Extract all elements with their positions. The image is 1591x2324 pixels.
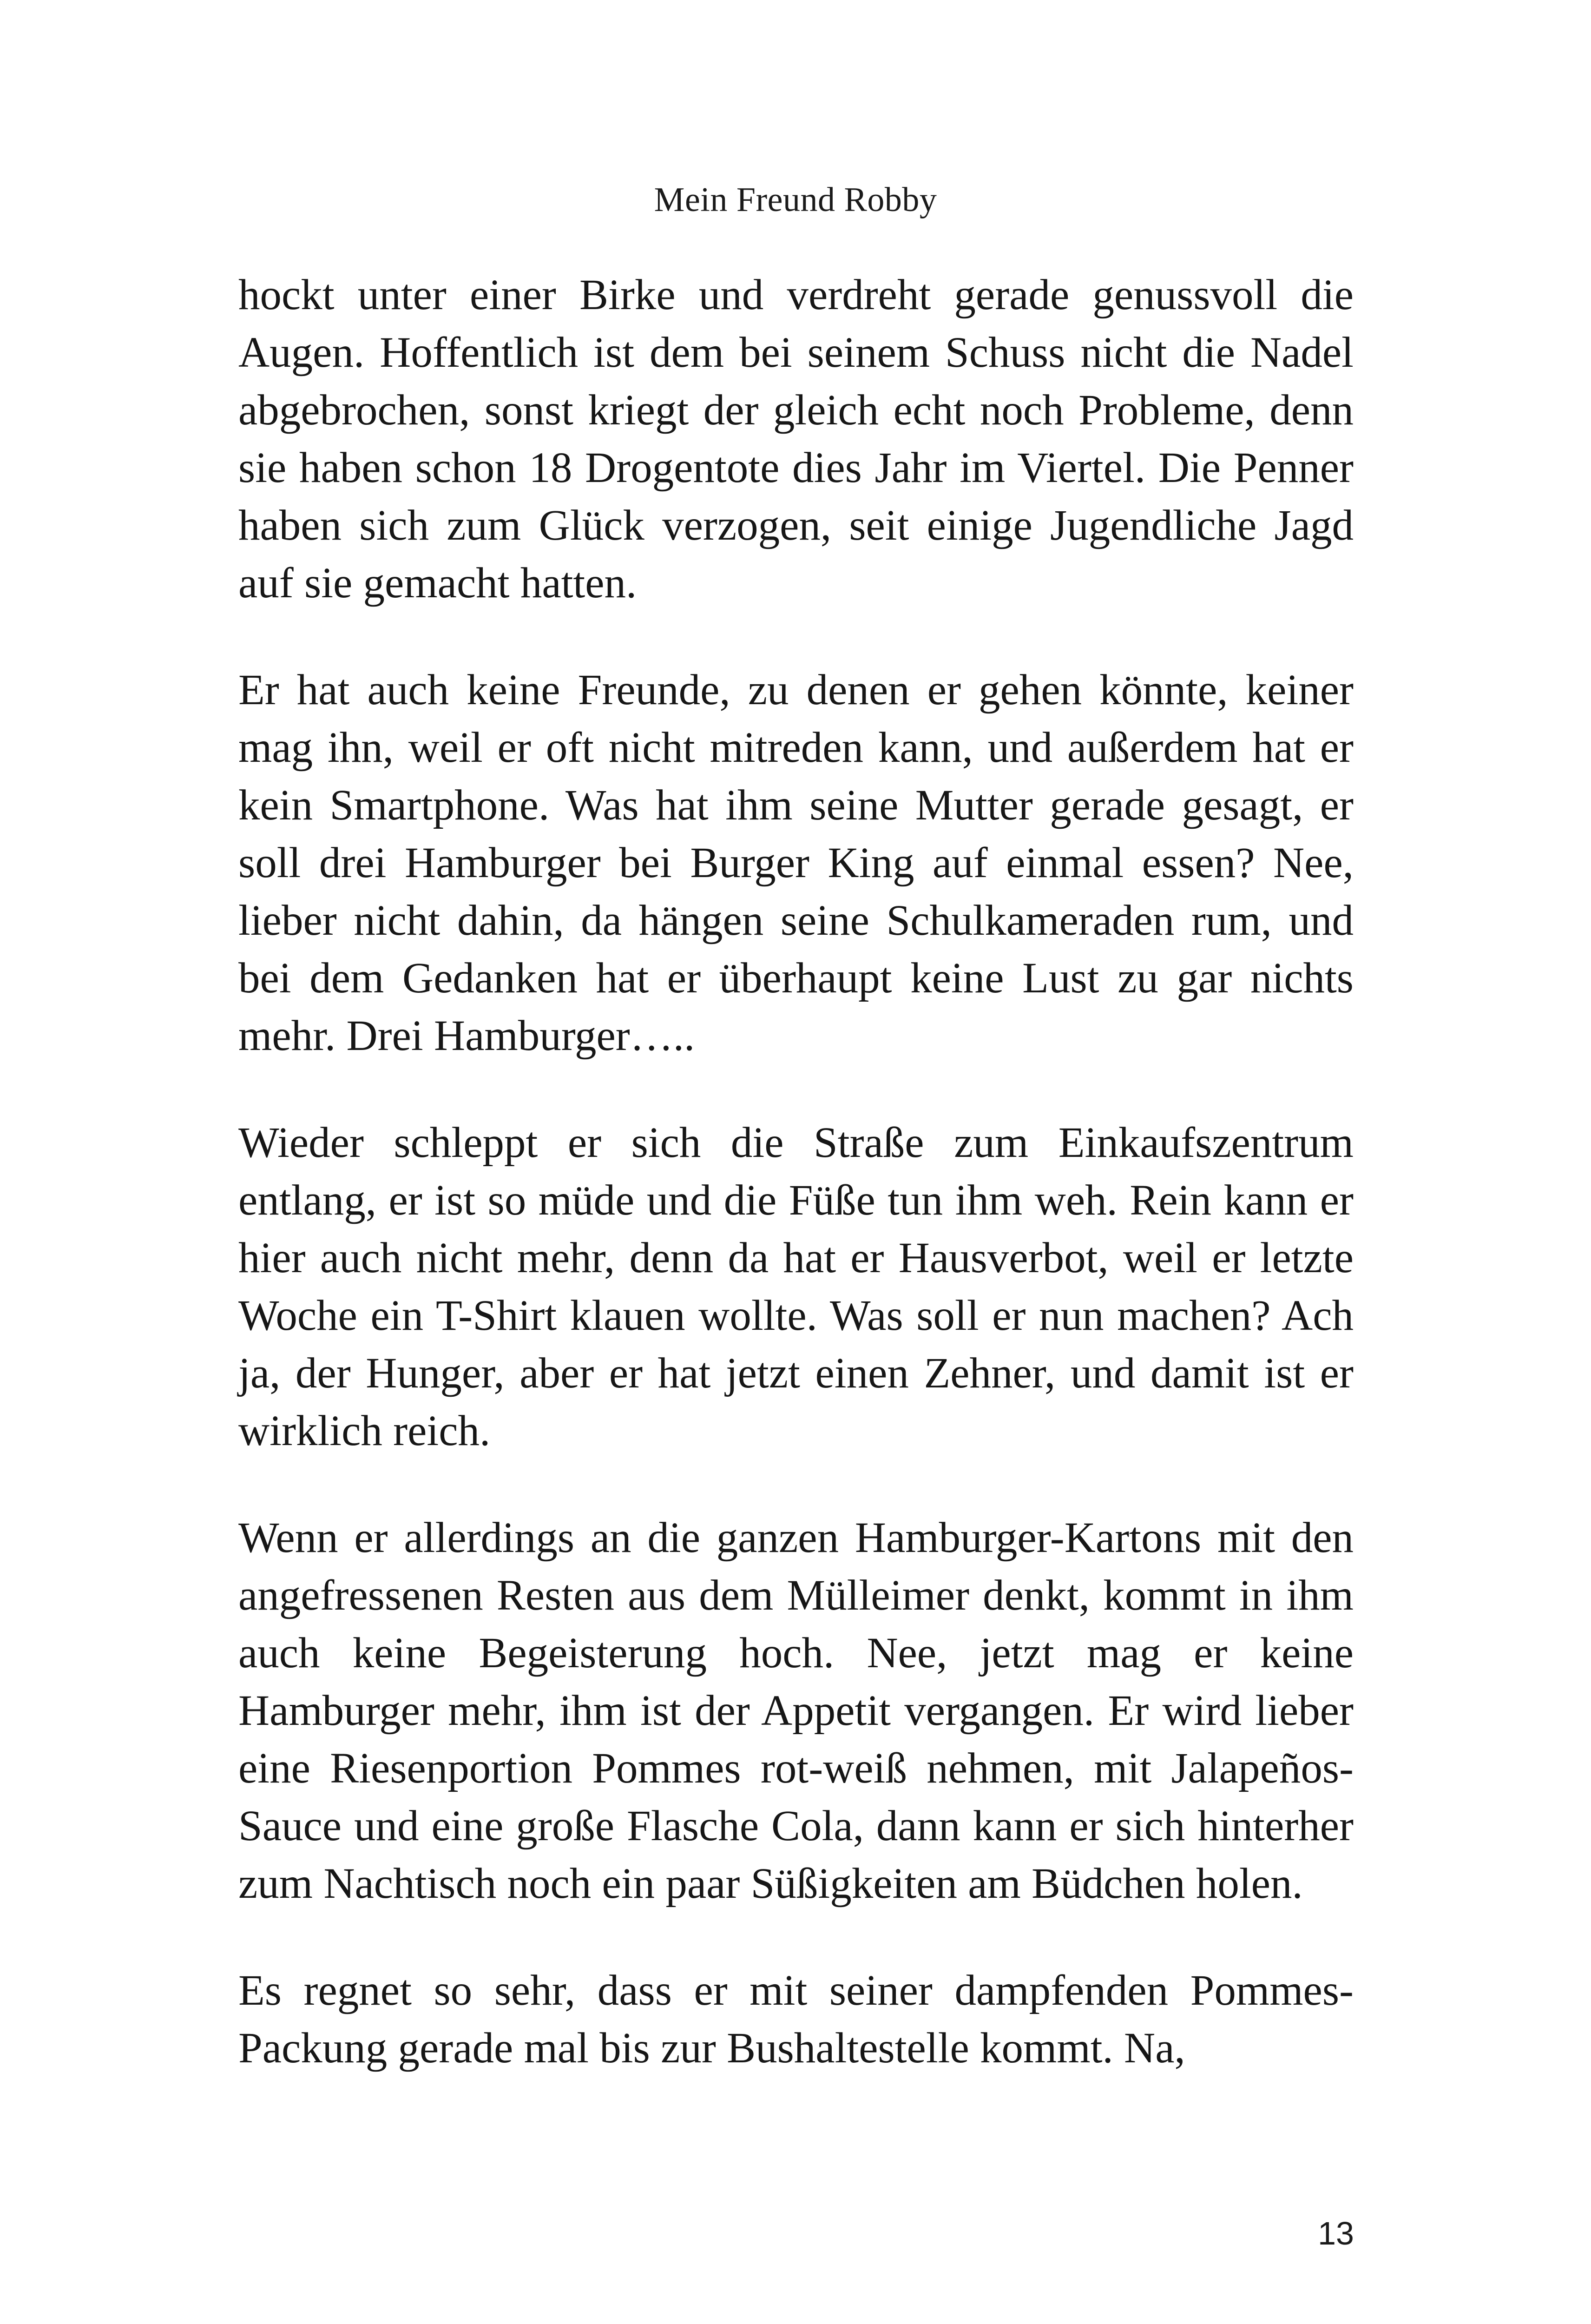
paragraph-4: Wenn er allerdings an die ganzen Hamburger-Kartons mit den angefressenen Resten aus dem Mülleimer denkt, kommt in ihm auch keine Begeisterung hoch. Nee, jetzt mag er keine Hamburger mehr, ihm ist der Appetit vergangen. Er wird lieber eine Riesenportion Pommes rot-weiß nehmen, mit Jalapeños-Sauce und eine große Flasche Cola, dann kann er sich hinterher zum Nachtisch noch ein paar Süßigkeiten am Büdchen holen. (238, 1514, 1354, 1908)
paragraph-2: Er hat auch keine Freunde, zu denen er gehen könnte, keiner mag ihn, weil er oft nicht mitreden kann, und außerdem hat er kein Smartphone. Was hat ihm seine Mutter gerade gesagt, er soll drei Hamburger bei Burger King auf einmal essen? Nee, lieber nicht dahin, da hängen seine Schulkameraden rum, und bei dem Gedanken hat er überhaupt keine Lust zu gar nichts mehr. Drei Hamburger….. (238, 666, 1354, 1060)
running-header: Mein Freund Robby (654, 181, 937, 219)
page-number: 13 (1318, 2215, 1354, 2251)
paragraph-3: Wieder schleppt er sich die Straße zum Einkaufszentrum entlang, er ist so müde und die Füße tun ihm weh. Rein kann er hier auch nicht mehr, denn da hat er Hausverbot, weil er letzte Woche ein T-Shirt klauen wollte. Was soll er nun machen? Ach ja, der Hunger, aber er hat jetzt einen Zehner, und damit ist er wirklich reich. (238, 1119, 1354, 1455)
paragraph-5: Es regnet so sehr, dass er mit seiner dampfenden Pommes-Packung gerade mal bis zur Bushaltestelle kommt. Na, (238, 1967, 1354, 2072)
paragraph-1: hockt unter einer Birke und verdreht gerade genussvoll die Augen. Hoffentlich ist dem bei seinem Schuss nicht die Nadel abgebrochen, sonst kriegt der gleich echt noch Probleme, denn sie haben schon 18 Drogentote dies Jahr im Viertel. Die Penner haben sich zum Glück verzogen, seit einige Jugendliche Jagd auf sie gemacht hatten. (238, 271, 1354, 607)
body-text (238, 266, 1354, 2077)
